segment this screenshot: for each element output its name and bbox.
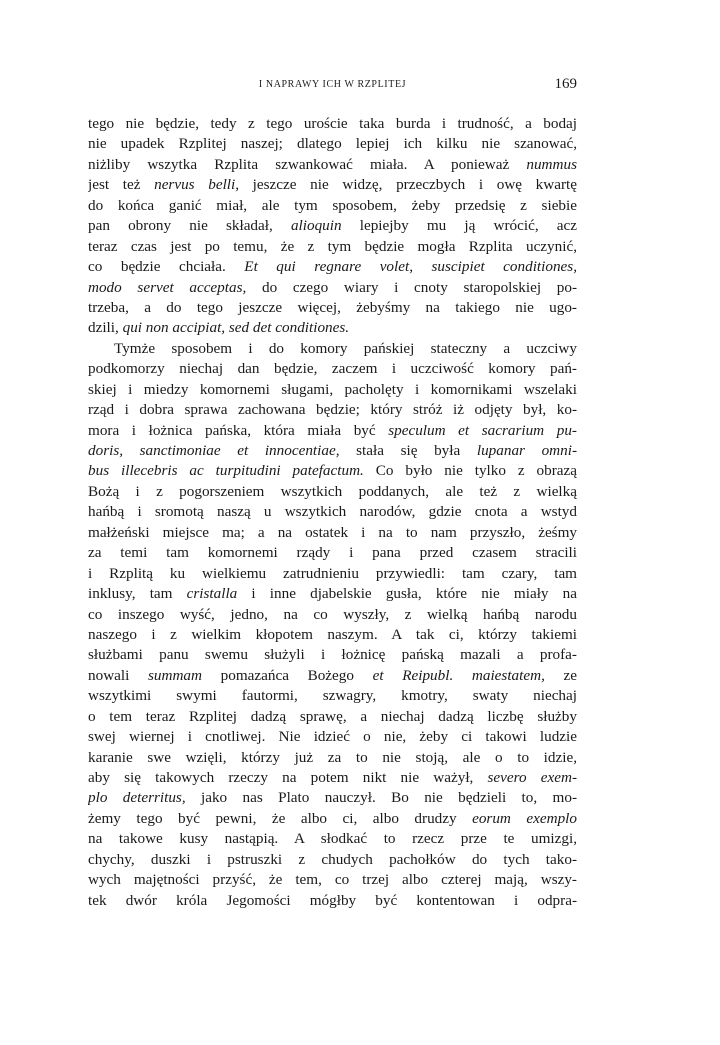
text-line bbox=[88, 748, 577, 768]
text-segment: aby się takowych rzeczy na potem nikt nie ważył, bbox=[88, 769, 488, 786]
text-line bbox=[88, 339, 577, 359]
text-line bbox=[88, 584, 577, 604]
text-line bbox=[88, 707, 577, 727]
text-segment: wszytkimi swymi fautormi, szwagry, kmotry, swaty niechaj bbox=[88, 687, 577, 705]
running-title: I NAPRAWY ICH W RZPLITEJ bbox=[258, 79, 407, 90]
text-segment: niżliby wszytka Rzplita szwankować miała. A ponieważ bbox=[88, 155, 527, 173]
text-line bbox=[88, 441, 577, 461]
italic-text: eorum exemplo bbox=[472, 809, 577, 827]
text-line bbox=[88, 727, 577, 747]
text-segment: na takowe kusy nastąpią. A słodkać to rzecz prze te umizgi, bbox=[88, 830, 577, 848]
text-line bbox=[88, 155, 577, 175]
text-segment: rząd i dobra sprawa zachowana będzie; który stróż iż odjęty był, ko- bbox=[88, 401, 577, 419]
text-segment: hańbą i sromotą naszą u wszytkich narodów, gdzie cnota a wstyd bbox=[88, 503, 577, 521]
text-line bbox=[88, 891, 577, 911]
text-line bbox=[88, 278, 577, 298]
italic-text: cristalla bbox=[186, 585, 238, 603]
text-segment: co będzie chciała. bbox=[88, 258, 245, 276]
text-segment: małżeński miejsce ma; a na ostatek i na to nam przyszło, żeśmy bbox=[88, 523, 577, 541]
text-line bbox=[88, 175, 577, 195]
text-segment: dzili, bbox=[88, 319, 123, 337]
text-line bbox=[88, 788, 577, 808]
text-segment: teraz czas jest po temu, że z tym będzie mogła Rzplita uczynić, bbox=[88, 237, 577, 255]
italic-text: modo servet acceptas, bbox=[88, 278, 247, 296]
text-segment: i inne djabelskie gusła, które nie miały na bbox=[237, 585, 577, 603]
italic-text: Et qui regnare volet, suscipiet conditiones, bbox=[244, 258, 577, 276]
italic-text: speculum et sacrarium pu- bbox=[388, 421, 577, 439]
italic-text: nervus belli, bbox=[154, 176, 240, 194]
text-line bbox=[88, 523, 577, 543]
text-line bbox=[88, 421, 577, 441]
text-line bbox=[88, 809, 577, 829]
italic-text: et Reipubl. maiestatem, bbox=[372, 666, 545, 684]
text-line bbox=[88, 564, 577, 584]
text-line bbox=[88, 502, 577, 522]
text-segment: stała się była bbox=[339, 442, 477, 459]
text-line bbox=[88, 768, 577, 788]
text-segment: Bożą i z pogorszeniem wszytkich poddanych, ale też z wielką bbox=[88, 482, 577, 500]
italic-text: summam bbox=[147, 666, 202, 684]
text-segment: służbami panu swemu służyli i łożnicę pańską mazali a profa- bbox=[88, 646, 577, 664]
text-segment: do końca ganić miał, ale tym sposobem, żeby przedsię z siebie bbox=[88, 196, 577, 214]
italic-text: severo exem- bbox=[487, 769, 577, 786]
text-line bbox=[88, 196, 577, 216]
text-segment: o tem teraz Rzplitej dadzą sprawę, a niechaj dadzą liczbę służby bbox=[88, 707, 577, 725]
text-line bbox=[88, 645, 577, 665]
italic-text: alioquin bbox=[290, 217, 342, 235]
text-line bbox=[88, 829, 577, 849]
text-segment: ze bbox=[544, 666, 577, 684]
text-line bbox=[88, 850, 577, 870]
page-number: 169 bbox=[554, 76, 577, 92]
text-segment: chychy, duszki i pstruszki z chudych pachołków do tych tako- bbox=[88, 850, 577, 868]
text-segment: jeszcze nie widzę, przeczbych i owę kwartę bbox=[239, 176, 577, 194]
text-line bbox=[88, 870, 577, 890]
text-line bbox=[88, 114, 577, 134]
text-segment: tek dwór króla Jegomości mógłby być kontentowan i odpra- bbox=[88, 891, 577, 909]
text-segment: nowali bbox=[88, 666, 148, 684]
italic-text: nummus bbox=[526, 155, 577, 173]
text-line bbox=[88, 605, 577, 625]
body-text bbox=[88, 114, 577, 911]
text-line bbox=[88, 237, 577, 257]
text-segment: jako nas Plato nauczył. Bo nie będzieli to, mo- bbox=[185, 789, 577, 807]
text-segment: pan obrony nie składał, bbox=[88, 217, 291, 235]
italic-text: doris, sanctimoniae et innocentiae, bbox=[88, 442, 340, 459]
text-segment: nie upadek Rzplitej naszej; dlatego lepiej ich kilku nie szanować, bbox=[88, 135, 577, 153]
text-segment: pomazańca Bożego bbox=[202, 666, 373, 684]
text-line bbox=[88, 686, 577, 706]
text-line bbox=[88, 380, 577, 400]
text-segment: lepiejby mu ją wrócić, acz bbox=[341, 217, 577, 235]
text-segment: karanie swe wzięli, którzy już za to nie stoją, ale o to idzie, bbox=[88, 748, 577, 766]
text-line bbox=[88, 134, 577, 154]
text-segment: co inszego wyść, jedno, na co wyszły, z wielką hańbą narodu bbox=[88, 605, 577, 623]
text-line bbox=[88, 257, 577, 277]
text-line bbox=[88, 400, 577, 420]
text-segment: za temi tam komornemi rządy i pana przed czasem stracili bbox=[88, 544, 577, 562]
text-segment: podkomorzy niechaj dan będzie, zaczem i uczciwość komory pań- bbox=[88, 360, 577, 378]
text-segment: i Rzplitą ku wielkiemu zatrudnieniu przywiedli: tam czary, tam bbox=[88, 564, 577, 582]
text-segment: żemy tego być pewni, że albo ci, albo drudzy bbox=[88, 809, 473, 827]
italic-text: bus illecebris ac turpitudini patefactum. bbox=[88, 462, 364, 480]
text-segment: naszego i z wielkim kłopotem naszym. A tak ci, którzy takiemi bbox=[88, 625, 577, 643]
text-line bbox=[88, 298, 577, 318]
text-segment: skiej i miedzy komornemi sługami, pacholęty i komornikami wszelaki bbox=[88, 380, 577, 398]
text-line bbox=[88, 461, 577, 481]
italic-text: lupanar omni- bbox=[476, 442, 577, 459]
text-segment: Co było nie tylko z obrazą bbox=[363, 462, 577, 480]
text-segment: trzeba, a do tego jeszcze więcej, żebyśmy na takiego nie ugo- bbox=[88, 298, 577, 316]
italic-text: plo deterritus, bbox=[88, 789, 186, 807]
text-segment: wych majętności przyść, że tem, co trzej albo czterej mają, wszy- bbox=[88, 871, 577, 889]
text-segment: do czego wiary i cnoty staropolskiej po- bbox=[246, 278, 577, 296]
text-segment: Tymże sposobem i do komory pańskiej stateczny a uczciwy bbox=[114, 339, 577, 357]
text-segment: tego nie będzie, tedy z tego uroście taka burda i trudność, a bodaj bbox=[88, 115, 577, 132]
text-line bbox=[88, 543, 577, 563]
page-header bbox=[88, 76, 577, 96]
text-segment: inklusy, tam bbox=[88, 585, 187, 603]
text-segment: jest też bbox=[88, 176, 155, 194]
text-line bbox=[88, 318, 577, 338]
text-line bbox=[88, 216, 577, 236]
text-line bbox=[88, 625, 577, 645]
text-segment: mora i łożnica pańska, która miała być bbox=[88, 421, 389, 439]
text-line bbox=[88, 666, 577, 686]
italic-text: qui non accipiat, sed det conditiones. bbox=[122, 319, 350, 337]
text-line bbox=[88, 482, 577, 502]
text-line bbox=[88, 359, 577, 379]
text-segment: swej wiernej i cnotliwej. Nie idzieć o nie, żeby ci takowi ludzie bbox=[88, 728, 577, 746]
